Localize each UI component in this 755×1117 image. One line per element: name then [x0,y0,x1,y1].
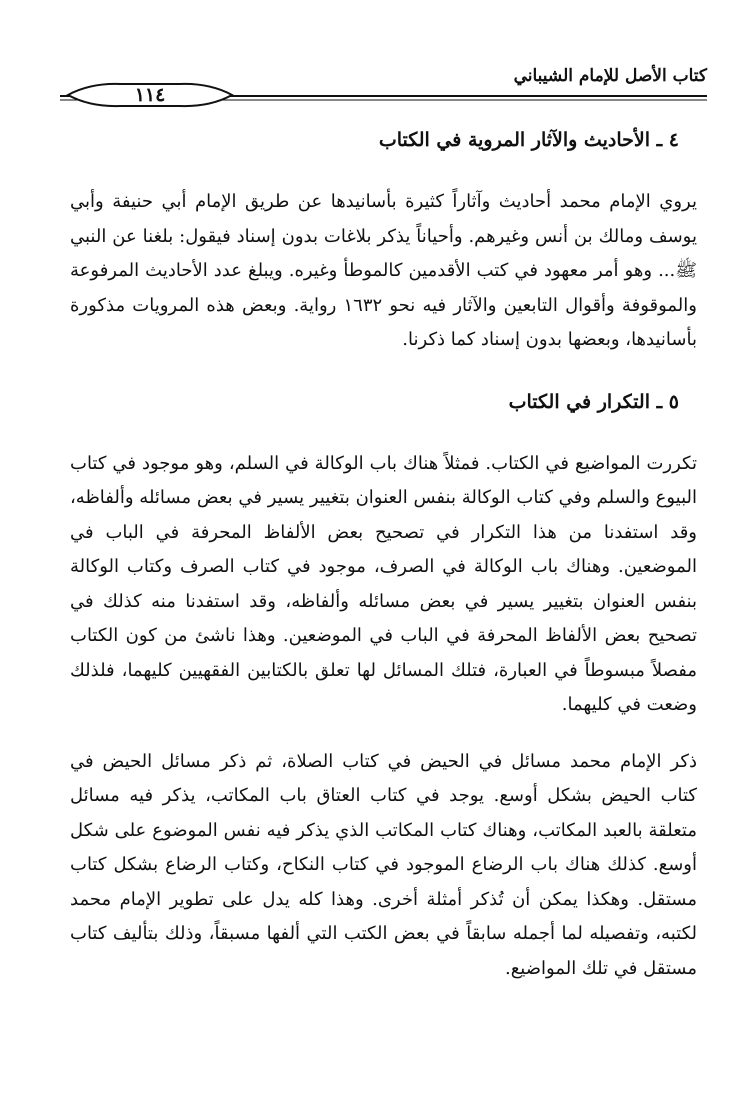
page-number-cartouche [60,82,240,108]
section-5-heading: ٥ ـ التكرار في الكتاب [508,390,679,413]
section-4-paragraph: يروي الإمام محمد أحاديث وآثاراً كثيرة بأسانيدها عن طريق الإمام أبي حنيفة وأبي يوسف ومالك بن أنس وغيرهم. وأحياناً يذكر بلاغات بدون إسناد فيقول: بلغنا عن النبي ﷺ... وهو أمر معهود في كتب الأقدمين كالموطأ وغيره. ويبلغ عدد الأحاديث المرفوعة والموقوفة وأقوال التابعين والآثار فيه نحو ١٦٣٢ رواية. وبعض هذه المرويات مذكورة بأسانيدها، وبعضها بدون إسناد كما ذكرنا. [70,191,697,350]
page-number: ١١٤ [134,84,166,106]
section-5-paragraph-1: تكررت المواضيع في الكتاب. فمثلاً هناك باب الوكالة في السلم، وهو موجود في كتاب البيوع والسلم وفي كتاب الوكالة بنفس العنوان بتغيير يسير في بعض مسائله وألفاظه، وقد استفدنا من هذا التكرار في تصحيح بعض الألفاظ المحرفة في الباب في الموضعين. وهناك باب الوكالة في الصرف، موجود في كتاب الصرف وكتاب الوكالة بنفس العنوان بتغيير يسير في بعض مسائله وألفاظه، وقد استفدنا منه كذلك في تصحيح بعض الألفاظ المحرفة في الباب في الموضعين. وهذا ناشئ من كون الكتاب مفصلاً مبسوطاً في العبارة، فتلك المسائل لها تعلق بالكتابين الفقهيين كليهما، فلذلك وضعت في كليهما. [70,452,697,715]
page-header [60,60,707,110]
running-title: كتاب الأصل للإمام الشيباني [513,66,707,86]
section-4-heading: ٤ ـ الأحاديث والآثار المروية في الكتاب [378,129,679,151]
section-5-paragraph-2: ذكر الإمام محمد مسائل في الحيض في كتاب الصلاة، ثم ذكر مسائل الحيض في كتاب الحيض بشكل أوسع. يوجد في كتاب العتاق باب المكاتب، يذكر فيه مسائل متعلقة بالعبد المكاتب، وهناك كتاب المكاتب الذي يذكر فيه نفس الموضوع على شكل أوسع. كذلك هناك باب الرضاع الموجود في كتاب النكاح، وكتاب الرضاع بشكل كتاب مستقل. وهكذا يمكن أن تُذكر أمثلة أخرى. وهذا كله يدل على تطوير الإمام محمد لكتبه، وتفصيله لما أجمله سابقاً في بعض الكتب التي ألفها مسبقاً، وذلك بتأليف كتاب مستقل في تلك المواضيع. [70,750,697,979]
page-content [70,120,697,986]
